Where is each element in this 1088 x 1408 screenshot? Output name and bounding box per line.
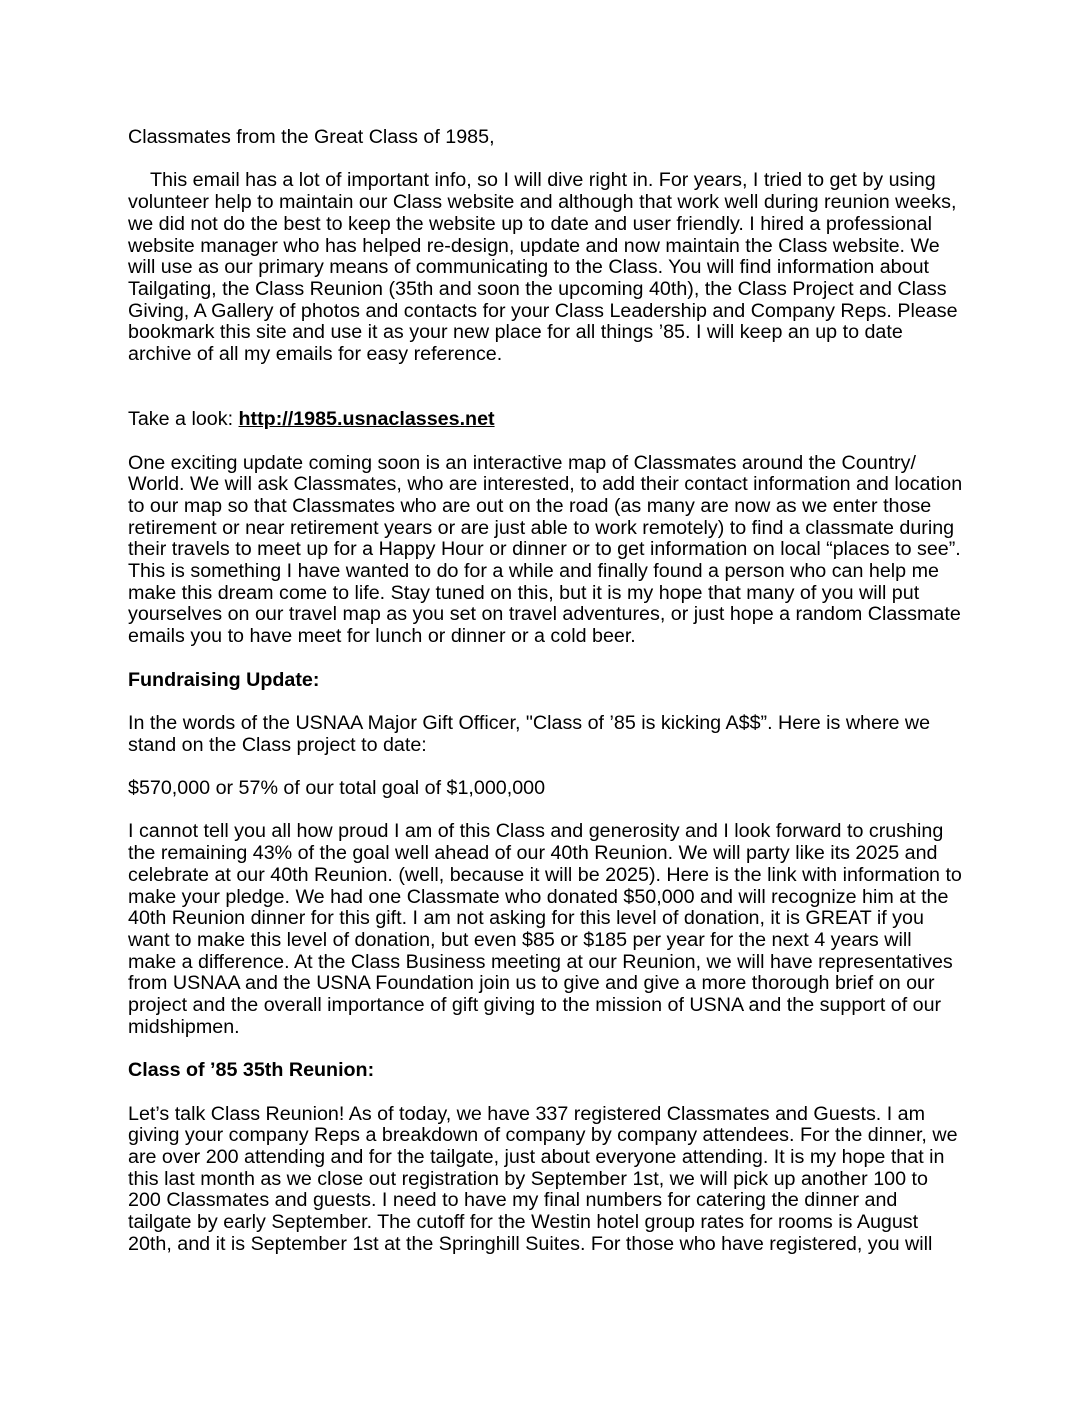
body-paragraph: Let’s talk Class Reunion! As of today, we have 337 registered Classmates and Guests. I am giving your company Reps a breakdown of company by company attendees. For the dinner, we are over 200 attending and for the tailgate, just about everyone attending. It is my hope that in this last month as we close out registration by September 1st, we will pick up another 100 to 200 Classmates and guests. I need to have my final numbers for catering the dinner and tailgate by early September. The cutoff for the Westin hotel group rates for rooms is August 20th, and it is September 1st at the Springhill Suites. For those who have registered, you will	[128, 1102, 958, 1255]
take-a-look-line	[128, 409, 964, 431]
body-paragraph: $570,000 or 57% of our total goal of $1,000,000	[128, 777, 546, 799]
section-heading: Fundraising Update:	[128, 668, 320, 691]
section-heading: Class of ’85 35th Reunion:	[128, 1059, 375, 1082]
body-paragraph: One exciting update coming soon is an interactive map of Classmates around the Country/ World. We will ask Classmates, who are interested, to add their contact information and location to our map so that Classmates who are out on the road (as many are now as we enter those retirement or near retirement years or are just able to work remotely) to find a classmate during their travels to meet up for a Happy Hour or dinner or to get information on local “places to see”. This is something I have wanted to do for a while and finally found a person who can help me make this dream come to life. Stay tuned on this, but it is my hope that many of you will put yourselves on our travel map as you set on travel adventures, or just hope a random Classmate emails you to have meet for lunch or dinner or a cold beer.	[128, 451, 963, 648]
body-paragraph: I cannot tell you all how proud I am of this Class and generosity and I look forward to crushing the remaining 43% of the goal well ahead of our 40th Reunion. We will party like its 2025 and celebrate at our 40th Reunion. (well, because it will be 2025). Here is the link with information to make your pledge. We had one Classmate who donated $50,000 and will recognize him at the 40th Reunion dinner for this gift. I am not asking for this level of donation, it is GREAT if you want to make this level of donation, but even $85 or $185 per year for the next 4 years will make a difference. At the Class Business meeting at our Reunion, we will have representatives from USNAA and the USNA Foundation join us to give and give a more thorough brief on our project and the overall importance of gift giving to the mission of USNA and the support of our midshipmen.	[128, 820, 962, 1038]
email-letter	[128, 127, 964, 1277]
link-prefix-text: Take a look:	[128, 408, 239, 431]
salutation-line: Classmates from the Great Class of 1985,	[128, 126, 495, 148]
class-website-link[interactable]: http://1985.usnaclasses.net	[238, 408, 495, 431]
body-paragraph: In the words of the USNAA Major Gift Officer, "Class of ’85 is kicking A$$”. Here is where we stand on the Class project to date:	[128, 711, 931, 756]
body-paragraph: This email has a lot of important info, so I will dive right in. For years, I tried to get by using volunteer help to maintain our Class website and although that work well during reunion weeks, we did not do the best to keep the website up to date and user friendly. I hired a professional website manager who has helped re-design, update and now maintain the Class website. We will use as our primary means of communicating to the Class. You will find information about Tailgating, the Class Reunion (35th and soon the upcoming 40th), the Class Project and Class Giving, A Gallery of photos and contacts for your Class Leadership and Company Reps. Please bookmark this site and use it as your new place for all things ’85. I will keep an up to date archive of all my emails for easy reference.	[128, 169, 958, 366]
